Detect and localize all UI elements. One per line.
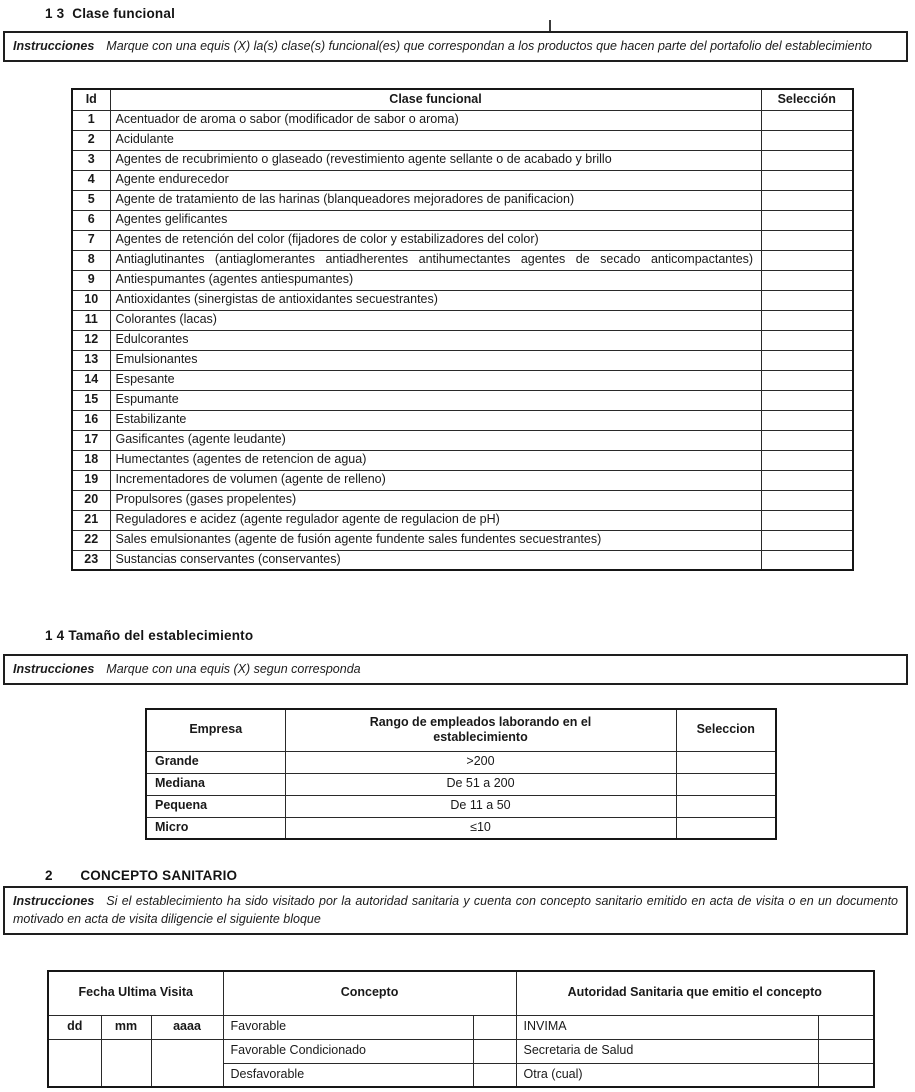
- row-selection-cell[interactable]: [761, 310, 853, 330]
- table-row: [72, 310, 853, 330]
- concepto-desfavorable-checkbox[interactable]: [473, 1063, 516, 1087]
- autoridad-option-secretaria-salud: Secretaria de Salud: [516, 1039, 818, 1063]
- autoridad-secretaria-salud-checkbox[interactable]: [818, 1039, 874, 1063]
- row-id: 10: [72, 290, 110, 310]
- row-selection-cell[interactable]: [761, 550, 853, 570]
- row-label: Agente de tratamiento de las harinas (blanqueadores mejoradores de panificacion): [110, 190, 761, 210]
- instructions-text: Si el establecimiento ha sido visitado por la autoridad sanitaria y cuenta con concepto sanitario emitido en acta de visita o en un documento motivado en acta de visita diligencie el siguiente bloque: [13, 894, 898, 927]
- clase-funcional-rows: [72, 110, 853, 570]
- table-row: [72, 230, 853, 250]
- row-id: 14: [72, 370, 110, 390]
- concepto-favorable-checkbox[interactable]: [473, 1015, 516, 1039]
- row-id: 17: [72, 430, 110, 450]
- table-row: [72, 410, 853, 430]
- concepto-header-row: [48, 971, 874, 1015]
- row-selection-cell[interactable]: [676, 773, 776, 795]
- table-row: [72, 430, 853, 450]
- row-selection-cell[interactable]: [761, 350, 853, 370]
- row-selection-cell[interactable]: [761, 470, 853, 490]
- concepto-favorable-condicionado-checkbox[interactable]: [473, 1039, 516, 1063]
- row-id: 8: [72, 250, 110, 270]
- row-id: 23: [72, 550, 110, 570]
- row-label: Edulcorantes: [110, 330, 761, 350]
- row-label: Sales emulsionantes (agente de fusión agente fundente sales fundentes secuestrantes): [110, 530, 761, 550]
- row-label: Propulsores (gases propelentes): [110, 490, 761, 510]
- row-selection-cell[interactable]: [676, 751, 776, 773]
- table-row: [72, 530, 853, 550]
- table-row: [72, 390, 853, 410]
- row-label: Agentes de recubrimiento o glaseado (revestimiento agente sellante o de acabado y brillo: [110, 150, 761, 170]
- row-id: 16: [72, 410, 110, 430]
- empresa-size-label: Micro: [146, 817, 285, 839]
- row-selection-cell[interactable]: [761, 230, 853, 250]
- table-row: [72, 190, 853, 210]
- autoridad-otra-checkbox[interactable]: [818, 1063, 874, 1087]
- empleados-range: >200: [285, 751, 676, 773]
- row-label: Humectantes (agentes de retencion de agua): [110, 450, 761, 470]
- concepto-row-1: [48, 1015, 874, 1039]
- table-row: [72, 330, 853, 350]
- concepto-row-2: [48, 1039, 874, 1063]
- row-selection-cell[interactable]: [761, 410, 853, 430]
- instructions-label: Instrucciones: [13, 39, 95, 53]
- section-2-heading: 2 CONCEPTO SANITARIO: [45, 868, 238, 883]
- concepto-sanitario-table: [47, 970, 875, 1088]
- empleados-range: ≤10: [285, 817, 676, 839]
- row-label: Sustancias conservantes (conservantes): [110, 550, 761, 570]
- empresa-size-label: Mediana: [146, 773, 285, 795]
- date-label-dd: dd: [48, 1015, 101, 1039]
- section-1-3-heading: 1 3 Clase funcional: [45, 6, 176, 21]
- empresa-size-label: Grande: [146, 751, 285, 773]
- row-label: Antiaglutinantes (antiaglomerantes antiadherentes antihumectantes agentes de secado anticompactantes): [110, 250, 761, 270]
- instructions-label: Instrucciones: [13, 894, 95, 908]
- row-label: Espumante: [110, 390, 761, 410]
- date-label-aaaa: aaaa: [151, 1015, 223, 1039]
- row-label: Antioxidantes (sinergistas de antioxidantes secuestrantes): [110, 290, 761, 310]
- row-selection-cell[interactable]: [761, 210, 853, 230]
- row-id: 9: [72, 270, 110, 290]
- instructions-text: Marque con una equis (X) la(s) clase(s) funcional(es) que correspondan a los productos que hacen parte del portafolio del establecimiento: [106, 39, 872, 53]
- table-row: [72, 290, 853, 310]
- row-id: 18: [72, 450, 110, 470]
- rango-column-header: Rango de empleados laborando en el establecimiento: [285, 709, 676, 751]
- date-label-mm: mm: [101, 1015, 151, 1039]
- tamano-rows: [146, 751, 776, 839]
- autoridad-option-invima: INVIMA: [516, 1015, 818, 1039]
- clase-funcional-column-header: Clase funcional: [110, 89, 761, 110]
- table-row: [146, 773, 776, 795]
- row-label: Antiespumantes (agentes antiespumantes): [110, 270, 761, 290]
- table-row: [146, 795, 776, 817]
- section-1-4-heading: 1 4 Tamaño del establecimiento: [45, 628, 254, 643]
- table-row: [72, 150, 853, 170]
- date-aaaa-field[interactable]: [151, 1039, 223, 1087]
- id-column-header: Id: [72, 89, 110, 110]
- row-selection-cell[interactable]: [676, 817, 776, 839]
- concepto-option-desfavorable: Desfavorable: [223, 1063, 473, 1087]
- date-mm-field[interactable]: [101, 1039, 151, 1087]
- clase-funcional-header-row: [72, 89, 853, 110]
- concepto-header: Concepto: [223, 971, 516, 1015]
- row-id: 21: [72, 510, 110, 530]
- row-selection-cell[interactable]: [761, 490, 853, 510]
- tamano-header-row: [146, 709, 776, 751]
- empleados-range: De 51 a 200: [285, 773, 676, 795]
- table-row: [72, 250, 853, 270]
- empleados-range: De 11 a 50: [285, 795, 676, 817]
- row-selection-cell[interactable]: [761, 330, 853, 350]
- table-row: [72, 470, 853, 490]
- row-selection-cell[interactable]: [761, 150, 853, 170]
- row-label: Acentuador de aroma o sabor (modificador de sabor o aroma): [110, 110, 761, 130]
- row-label: Agentes gelificantes: [110, 210, 761, 230]
- row-id: 20: [72, 490, 110, 510]
- row-selection-cell[interactable]: [676, 795, 776, 817]
- table-row: [72, 110, 853, 130]
- clase-funcional-table: [71, 88, 854, 571]
- seleccion-column-header: Seleccion: [676, 709, 776, 751]
- date-dd-field[interactable]: [48, 1039, 101, 1087]
- row-id: 11: [72, 310, 110, 330]
- table-row: [72, 370, 853, 390]
- seleccion-column-header: Selección: [761, 89, 853, 110]
- row-label: Gasificantes (agente leudante): [110, 430, 761, 450]
- row-selection-cell[interactable]: [761, 130, 853, 150]
- instructions-box-tamano: [3, 654, 908, 685]
- row-label: Espesante: [110, 370, 761, 390]
- row-label: Acidulante: [110, 130, 761, 150]
- row-id: 22: [72, 530, 110, 550]
- row-selection-cell[interactable]: [761, 430, 853, 450]
- autoridad-option-otra: Otra (cual): [516, 1063, 818, 1087]
- row-id: 7: [72, 230, 110, 250]
- autoridad-invima-checkbox[interactable]: [818, 1015, 874, 1039]
- row-selection-cell[interactable]: [761, 290, 853, 310]
- table-row: [72, 130, 853, 150]
- empresa-size-label: Pequena: [146, 795, 285, 817]
- row-label: Incrementadores de volumen (agente de relleno): [110, 470, 761, 490]
- row-selection-cell[interactable]: [761, 270, 853, 290]
- row-selection-cell[interactable]: [761, 110, 853, 130]
- row-label: Reguladores e acidez (agente regulador agente de regulacion de pH): [110, 510, 761, 530]
- row-id: 19: [72, 470, 110, 490]
- instructions-text: Marque con una equis (X) segun corresponda: [106, 662, 361, 676]
- row-id: 1: [72, 110, 110, 130]
- table-row: [72, 450, 853, 470]
- row-selection-cell[interactable]: [761, 530, 853, 550]
- row-selection-cell[interactable]: [761, 170, 853, 190]
- row-selection-cell[interactable]: [761, 390, 853, 410]
- row-id: 12: [72, 330, 110, 350]
- row-label: Estabilizante: [110, 410, 761, 430]
- table-row: [72, 550, 853, 570]
- table-row: [146, 817, 776, 839]
- row-selection-cell[interactable]: [761, 250, 853, 270]
- row-selection-cell[interactable]: [761, 510, 853, 530]
- row-selection-cell[interactable]: [761, 370, 853, 390]
- concepto-option-favorable-condicionado: Favorable Condicionado: [223, 1039, 473, 1063]
- table-row: [146, 751, 776, 773]
- row-id: 4: [72, 170, 110, 190]
- instructions-box-clase-funcional: [3, 31, 908, 62]
- tamano-establecimiento-table: [145, 708, 777, 840]
- fecha-ultima-visita-header: Fecha Ultima Visita: [48, 971, 223, 1015]
- row-label: Agentes de retención del color (fijadores de color y estabilizadores del color): [110, 230, 761, 250]
- row-label: Emulsionantes: [110, 350, 761, 370]
- instructions-label: Instrucciones: [13, 662, 95, 676]
- row-id: 5: [72, 190, 110, 210]
- row-selection-cell[interactable]: [761, 190, 853, 210]
- table-row: [72, 170, 853, 190]
- table-row: [72, 510, 853, 530]
- row-selection-cell[interactable]: [761, 450, 853, 470]
- row-id: 15: [72, 390, 110, 410]
- row-label: Agente endurecedor: [110, 170, 761, 190]
- row-id: 2: [72, 130, 110, 150]
- table-row: [72, 210, 853, 230]
- autoridad-sanitaria-header: Autoridad Sanitaria que emitio el concepto: [516, 971, 874, 1015]
- concepto-option-favorable: Favorable: [223, 1015, 473, 1039]
- table-row: [72, 270, 853, 290]
- row-id: 6: [72, 210, 110, 230]
- empresa-column-header: Empresa: [146, 709, 285, 751]
- row-label: Colorantes (lacas): [110, 310, 761, 330]
- table-row: [72, 490, 853, 510]
- row-id: 13: [72, 350, 110, 370]
- instructions-box-concepto: [3, 886, 908, 935]
- row-id: 3: [72, 150, 110, 170]
- table-row: [72, 350, 853, 370]
